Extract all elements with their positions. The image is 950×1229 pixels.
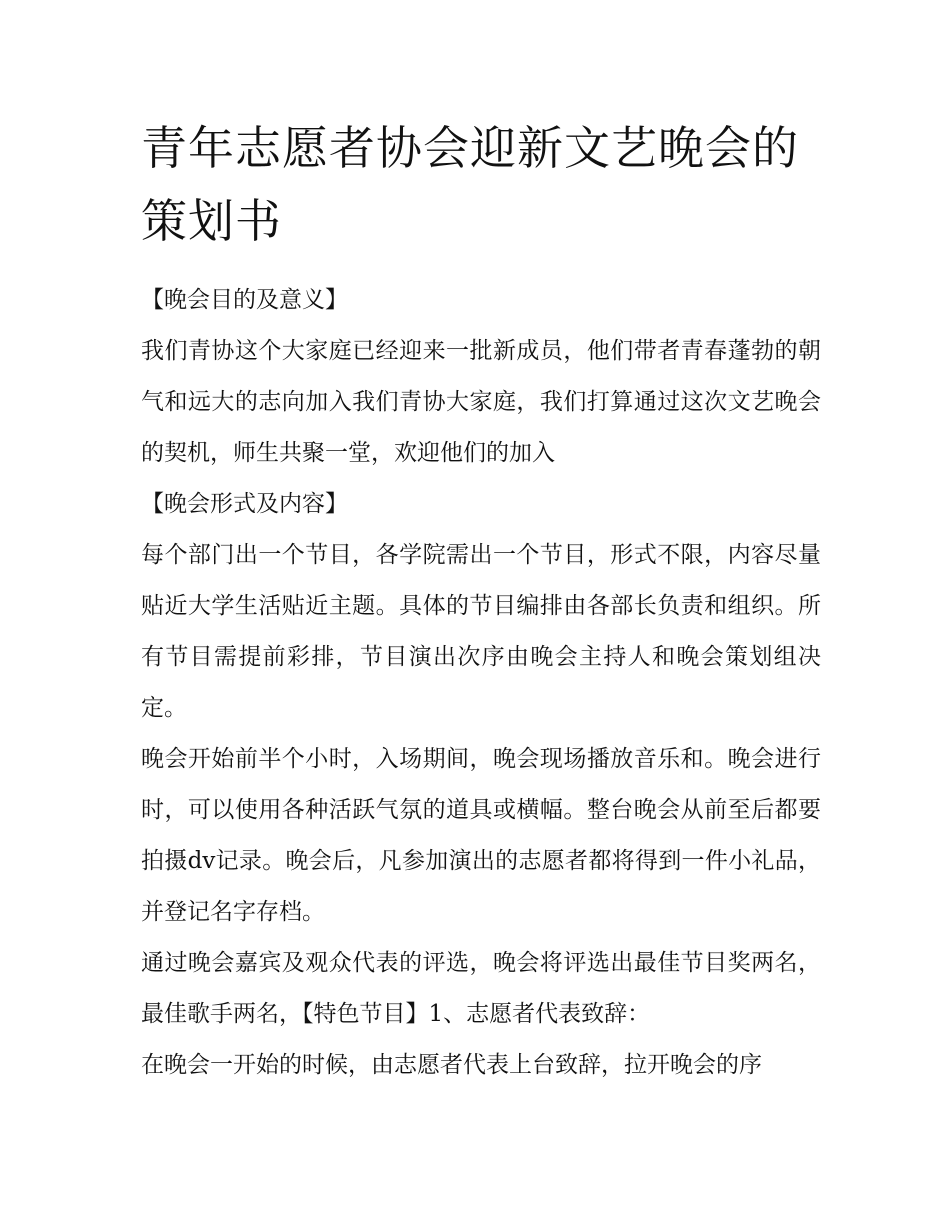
section-heading-format: 【晚会形式及内容】 <box>141 491 348 517</box>
paragraph-purpose: 我们青协这个大家庭已经迎来一批新成员，他们带者青春蓬勃的朝气和远大的志向加入我们青协大家庭，我们打算通过这次文艺晚会的契机，师生共聚一堂，欢迎他们的加入 <box>141 338 821 466</box>
paragraph-awards: 通过晚会嘉宾及观众代表的评选，晚会将评选出最佳节目奖两名，最佳歌手两名，【特色节目】1、志愿者代表致辞： <box>141 950 821 1027</box>
section-heading-purpose: 【晚会目的及意义】 <box>141 287 348 313</box>
paragraph-format: 每个部门出一个节目，各学院需出一个节目，形式不限，内容尽量贴近大学生活贴近主题。具体的节目编排由各部长负责和组织。所有节目需提前彩排，节目演出次序由晚会主持人和晚会策划组决定。 <box>141 542 821 721</box>
document-title: 青年志愿者协会迎新文艺晚会的策划书 <box>141 121 799 248</box>
paragraph-opening: 在晚会一开始的时候，由志愿者代表上台致辞，拉开晚会的序 <box>141 1052 762 1078</box>
paragraph-process: 晚会开始前半个小时，入场期间，晚会现场播放音乐和。晚会进行时，可以使用各种活跃气氛的道具或横幅。整台晚会从前至后都要拍摄dv记录。晚会后，凡参加演出的志愿者都将得到一件小礼品，并登记名字存档。 <box>141 746 821 925</box>
document-page <box>141 112 821 1091</box>
